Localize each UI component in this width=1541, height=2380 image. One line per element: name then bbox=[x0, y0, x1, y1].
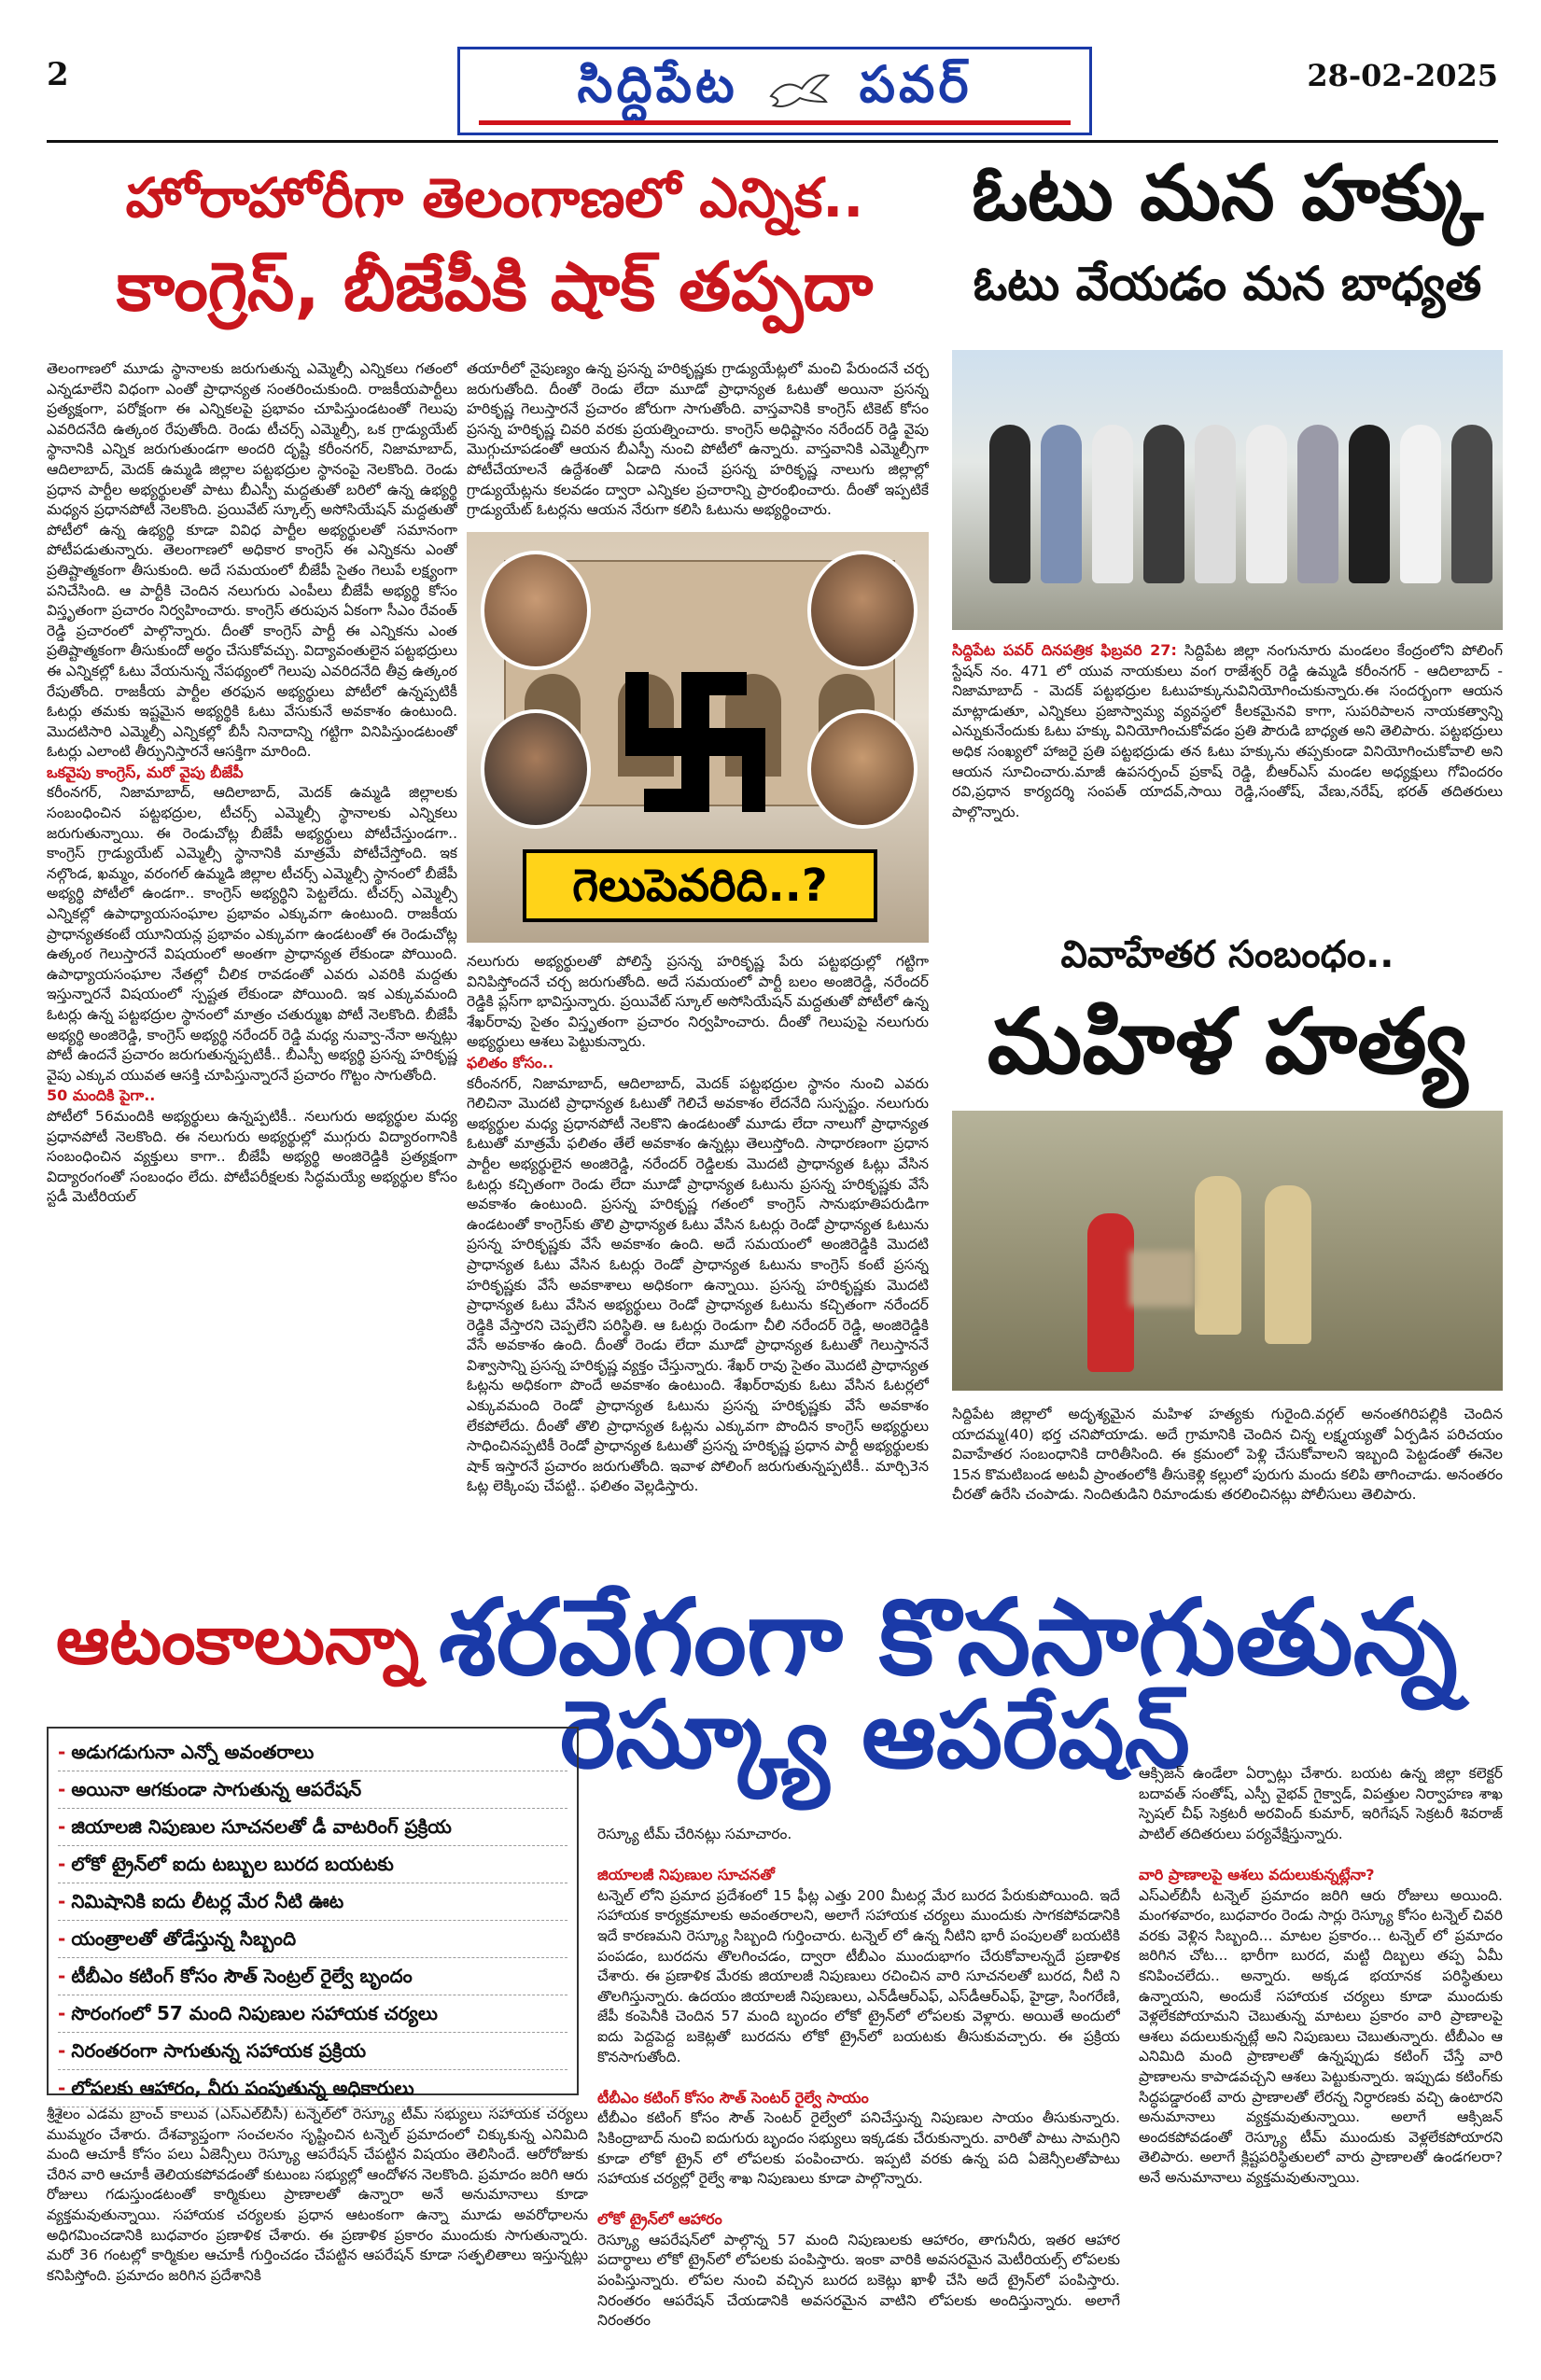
highlight-item: - లోకో ట్రైన్‌లో ఐదు టబ్బుల బురద బయటకు bbox=[58, 1846, 567, 1883]
rescue-paragraph-2: టీబీఎం కటింగ్ కోసం సౌత్ సెంటర్ రైల్వేలో పనిచేస్తున్న నిపుణుల సాయం తీసుకున్నారు. సికింద్రాబాద్ నుంచి ఐదుగురు బృందం సభ్యులు ఇక్కడకు చేరుకున్నారు. వారితో పాటు సామగ్రిని కూడా లోకో ట్రైన్ లో లోపలకు పంపించారు. ఇప్పటి వరకు ఉన్న పది ఏజెన్సీలతోపాటు సహాయక చర్యల్లో రైల్వే శాఖ నిపుణులు కూడా పాల్గొన్నారు. bbox=[597, 2109, 1120, 2188]
rescue-article-column-1: శ్రీశైలం ఎడమ బ్రాంచ్ కాలువ (ఎస్ఎల్‌బీసీ) టన్నెల్‌లో రెస్క్యూ టీమ్ సభ్యులు సహాయక చర్యలు ముమ్మరం చేశారు. దేశవ్యాప్తంగా సంచలనం సృష్టించిన టన్నెల్ ప్రమాదంలో చిక్కుకున్న ఎనిమిది మంది ఆచూకీ కోసం పలు ఏజెన్సీలు రెస్క్యూ ఆపరేషన్ చేపట్టిన విషయం తెలిసిందే. ఆరోరోజుకు చేరిన వారి ఆచూకీ తెలియకపోవడంతో కుటుంబ సభ్యుల్లో ఆందోళన నెలకొంది. ప్రమాదం జరిగి ఆరు రోజులు గడుస్తుండటంతో కార్మికులు ప్రాణాలతో ఉన్నారా అనే అనుమానాలు కూడా వ్యక్తమవుతున్నాయి. సహాయక చర్యలకు ప్రధాన ఆటంకంగా ఉన్నా మూడు అవరోధాలను అధిగమించడానికి బుధవారం ప్రణాళిక చేశారు. ఈ ప్రణాళిక ప్రకారం ముందుకు సాగుతున్నారు. మరో 36 గంటల్లో కార్మికుల ఆచూకీ గుర్తించడం చేపట్టిన ఆపరేషన్ కూడా సత్ఫలితాలు ఇస్తున్నట్లు కనిపిస్తోంది. ప్రమాదం జరిగిన ప్రదేశానికి bbox=[47, 2106, 588, 2284]
rescue-subhead-4: వారి ప్రాణాలపై ఆశలు వదులుకున్నట్లేనా? bbox=[1139, 1865, 1375, 1883]
rescue-paragraph-4: ఆక్సిజన్ ఉండేలా ఏర్పాట్లు చేశారు. బయట ఉన్న జిల్లా కలెక్టర్ బదావత్ సంతోష్, ఎస్పీ వైభవ్ గైక్వాడ్, విపత్తుల నిర్వాహణ శాఖ స్పెషల్ చీఫ్ సెక్రటరీ అరవింద్ కుమార్, ఇరిగేషన్ సెక్రటరీ శివరాజ్ పాటిల్ తదితరులు పర్యవేక్షిస్తున్నారు. bbox=[1139, 1765, 1503, 1842]
highlight-item: - నిమిషానికి ఐదు లీటర్ల మేర నీటి ఊట bbox=[58, 1883, 567, 1921]
election-subhead-2: 50 మందికి పైగా.. bbox=[47, 1086, 156, 1105]
highlight-item: - నిరంతరంగా సాగుతున్న సహాయక ప్రక్రియ bbox=[58, 2033, 567, 2070]
election-subhead-3: ఫలితం కోసం.. bbox=[467, 1053, 554, 1071]
who-wins-banner: గెలుపెవరిది..? bbox=[523, 849, 877, 922]
masthead-title-right: పవర్ bbox=[859, 55, 973, 114]
election-paragraph-2: కరీంనగర్, నిజామాబాద్, ఆదిలాబాద్, మెదక్ ఉమ్మడి జిల్లాలకు సంబంధించిన పట్టభద్రుల, టీచర్స్ ఎమ్మెల్సీ స్థానాలకు ఎన్నికలు జరుగుతున్నాయి. ఈ రెండుచోట్ల బీజేపీ అభ్యర్థులు పోటీచేస్తుండగా.. కాంగ్రెస్ గ్రాడ్యుయేట్ ఎమ్మెల్సీ స్థానానికి మాత్రమే పోటీచేస్తోంది. ఇక నల్గొండ, ఖమ్మం, వరంగల్ ఉమ్మడి జిల్లాల టీచర్స్ ఎమ్మెల్సీ స్థానంలో బీజేపీ అభ్యర్థి పోటీలో ఉండగా.. కాంగ్రెస్ అభ్యర్థిని పెట్టలేదు. టీచర్స్ ఎమ్మెల్సీ ఎన్నికల్లో ఉపాధ్యాయసంఘాల ప్రభావం ఎక్కువగా ఉంటుంది. రాజకీయ ప్రాధాన్యతకంటే యూనియన్ల ప్రభావం ఎక్కువగా ఉండటంతో ఈ రెండుచోట్ల ఉత్కంఠ గెలుస్తారనే విషయంలో అంతగా ప్రాధాన్యత లేకుండా పోయింది. ఉపాధ్యాయసంఘాల నేతల్లో చీలిక రావడంతో ఎవరు ఎవరికి మద్దతు ఇస్తున్నారనే విషయంలో స్పష్టత లేకుండా పోయింది. ఇక ఎక్కువమంది ఓటర్లు ఉన్న పట్టభద్రుల స్థానంలో మాత్రం చతుర్ముఖ పోటీ నెలకొంది. బీజేపీ అభ్యర్థి అంజిరెడ్డి, కాంగ్రెస్ అభ్యర్థి నరేందర్ రెడ్డి మధ్య నువ్వా-నేనా అన్నట్లు పోటీ ఉందనే ప్రచారం జరుగుతున్నప్పటికీ.. బీఎస్పీ అభ్యర్థి ప్రసన్న హరికృష్ణ వైపు ఎక్కువ యువత ఆసక్తి చూపిస్తున్నారనే ప్రచారం గొట్టం సాగుతోంది. bbox=[47, 784, 457, 1084]
rescue-paragraph-3: రెస్క్యూ ఆపరేషన్‌లో పాల్గొన్న 57 మంది నిపుణులకు ఆహారం, తాగునీరు, ఇతర ఆహార పదార్థాలు లోకో ట్రైన్‌లో లోపలకు పంపిస్తారు. ఇంకా వారికి అవసరమైన మెటీరియల్స్ లోపలకు పంపిస్తున్నారు. లోపల నుంచి వచ్చిన బురద బకెట్లు ఖాళీ చేసి అదే ట్రైన్‌లో పంపిస్తారు. నిరంతరం ఆపరేషన్ చేయడానికి అవసరమైన వాటిని లోపలకు అందిస్తున్నారు. అలాగే నిరంతరం bbox=[597, 2231, 1120, 2330]
masthead-underline bbox=[479, 120, 1071, 125]
page-header bbox=[47, 47, 1498, 143]
rescue-headline-kicker: ఆటంకాలున్నా bbox=[56, 1601, 420, 1679]
highlight-item: - సొరంగంలో 57 మంది నిపుణుల సహాయక చర్యలు bbox=[58, 1995, 567, 2033]
rescue-subhead-2: టీబీఎం కటింగ్ కోసం సౌత్ సెంటర్ రైల్వే సాయం bbox=[597, 2088, 869, 2107]
highlight-item: - లోపలకు ఆహారం, నీరు పంపుతున్న అధికారులు bbox=[58, 2070, 567, 2107]
highlight-item: - జియాలజి నిపుణుల సూచనలతో డీ వాటరింగ్ ప్రక్రియ bbox=[58, 1809, 567, 1846]
election-headline-line1: హోరాహోరీగా తెలంగాణలో ఎన్నిక.. bbox=[125, 166, 864, 230]
candidate-photo-3 bbox=[481, 709, 591, 829]
vote-article-dateline: సిద్దిపేట పవర్ దినపత్రిక ఫిబ్రవరి 27: bbox=[952, 641, 1177, 659]
masthead-title-left: సిద్దిపేట bbox=[577, 55, 738, 114]
rescue-highlights-box bbox=[47, 1727, 579, 2099]
murder-article-text: సిద్దిపేట జిల్లాలో అదృశ్యమైన మహిళ హత్యకు గురైంది.వర్గల్ అనంతగిరిపల్లికి చెందిన యాదమ్మ(40) భర్త చనిపోయాడు. అదే గ్రామానికి చెందిన చిన్న లక్ష్మయ్యతో ఏర్పడిన పరిచయం వివాహేతర సంబంధానికి దారితీసింది. ఈ క్రమంలో పెళ్లి చేసుకోవాలని ఇబ్బంది పెట్టడంతో ఈనెల 15న కొమటిబండ అటవీ ప్రాంతంలోకి తీసుకెళ్లి కల్లులో పురుగు మందు కలిపి తాగించాడు. అనంతరం చీరతో ఉరేసి చంపాడు. నిందితుడిని రిమాండుకు తరలించినట్లు పోలీసులు తెలిపారు. bbox=[952, 1406, 1503, 1504]
murder-headline: మహిళ హత్య bbox=[987, 989, 1468, 1094]
highlight-item: - అయినా ఆగకుండా సాగుతున్న ఆపరేషన్ bbox=[58, 1771, 567, 1809]
rescue-article-column-2 bbox=[597, 1825, 1120, 2338]
candidate-photo-4 bbox=[807, 709, 918, 829]
election-article-column-1 bbox=[47, 359, 457, 1545]
rescue-headline-line1: శరవేగంగా కొనసాగుతున్న bbox=[439, 1577, 1458, 1699]
election-subhead-1: ఒకవైపు కాంగ్రెస్, మరో వైపు బీజేపీ bbox=[47, 763, 244, 781]
highlight-item: - అడుగడుగునా ఎన్నో అవంతరాలు bbox=[58, 1734, 567, 1771]
page-number: 2 bbox=[47, 56, 69, 93]
vote-headline-line1: ఓటు మన హక్కు bbox=[972, 149, 1483, 238]
voters-group-photo bbox=[952, 350, 1503, 630]
highlight-item: - టీబీఎం కటింగ్ కోసం సౌత్ సెంట్రల్ రైల్వే బృందం bbox=[58, 1958, 567, 1995]
crime-scene-photo bbox=[952, 1111, 1503, 1391]
vote-article-text bbox=[952, 640, 1503, 911]
rescue-article-column-3 bbox=[1139, 1764, 1503, 2338]
vote-headline-line2: ఓటు వేయడం మన బాధ్యత bbox=[973, 257, 1482, 311]
rescue-subhead-3: లోకో ట్రైన్‌లో ఆహారం bbox=[597, 2210, 722, 2229]
rescue-headline-line2: రెస్క్యూ ఆపరేషన్ bbox=[560, 1680, 1190, 1789]
election-paragraph-3: పోటీలో 56మందికి అభ్యర్థులు ఉన్నప్పటికీ.. నలుగురు అభ్యర్థుల మధ్య ప్రధానపోటీ నెలకొంది. ఈ నలుగురు అభ్యర్థుల్లో ముగ్గురు విద్యారంగానికి సంబంధించిన వ్యక్తులు కాగా.. బీజేపీ అభ్యర్థి అంజిరెడ్డికి ప్రత్యక్షంగా విద్యారంగంతో సంబంధం లేదు. పోటీపరీక్షలకు సిద్ధమయ్యే అభ్యర్థుల కోసం స్టడీ మెటీరియల్ bbox=[47, 1107, 457, 1206]
highlight-item: - యంత్రాలతో తోడేస్తున్న సిబ్బంది bbox=[58, 1921, 567, 1958]
election-paragraph-4: తయారీలో నైపుణ్యం ఉన్న ప్రసన్న హరికృష్ణకు గ్రాడ్యుయేట్లలో మంచి పేరుందనే చర్చ జరుగుతోంది. దీంతో రెండు లేదా మూడో ప్రాధాన్యత ఓటుతో అయినా ప్రసన్న హరికృష్ణ గెలుస్తారనే ప్రచారం జోరుగా సాగుతోంది. వాస్తవానికి కాంగ్రెస్ టికెట్ కోసం ప్రసన్న హరికృష్ణ చివరి వరకు ప్రయత్నించారు. కాంగ్రెస్ అధిష్టానం నరేందర్ రెడ్డి వైపు మొగ్గుచూపడంతో ఆయన బీఎస్పీ నుంచి పోటీలో ఉన్నారు. వాస్తవానికి ఎమ్మెల్సీగా పోటీచేయాలనే ఉద్దేశంతో ఏడాది నుంచే ప్రసన్న హరికృష్ణ నాలుగు జిల్లాల్లో గ్రాడ్యుయేట్లను కలవడం ద్వారా ఎన్నికల ప్రచారాన్ని ప్రారంభించారు. దీంతో ఇప్పటికే గ్రాడ్యుయేట్ ఓటర్లను ఆయన నేరుగా కలిసి ఓటును అభ్యర్థించారు. bbox=[467, 360, 929, 519]
election-article-column-2-bottom bbox=[467, 952, 929, 1549]
masthead-logo bbox=[457, 47, 1092, 135]
election-illustration bbox=[467, 532, 929, 943]
dove-icon bbox=[766, 68, 832, 115]
election-paragraph-6: కరీంనగర్, నిజామాబాద్, ఆదిలాబాద్, మెదక్ పట్టభద్రుల స్థానం నుంచి ఎవరు గెలిచినా మొదటి ప్రాధాన్యత ఓటుతో గెలిచే అవకాశం లేదనేది సుస్పష్టం. నలుగురు అభ్యర్థుల మధ్య ప్రధానపోటీ నెలకొని ఉండటంతో మూడు లేదా నాలుగో ప్రాధాన్యత ఓటుతో మాత్రమే ఫలితం తేలే అవకాశం ఉన్నట్లు తెలుస్తోంది. సాధారణంగా ప్రధాన పార్టీల అభ్యర్థులైన అంజిరెడ్డి, నరేందర్ రెడ్డిలకు మొదటి ప్రాధాన్యత ఓట్లు వేసిన ఓటర్లు కచ్చితంగా రెండు లేదా మూడో ప్రాధాన్యత ఓటును ప్రసన్న హరికృష్ణకు వేసే అవకాశం ఉంటుంది. ప్రసన్న హరికృష్ణ గతంలో కాంగ్రెస్ సానుభూతిపరుడిగా ఉండటంతో కాంగ్రెస్‌కు తొలి ప్రాధాన్యత ఓటు వేసిన ఓటర్లు రెండో ప్రాధాన్యత ఓటును ప్రసన్న హరికృష్ణకు వేసే అవకాశం ఉంది. అదే సమయంలో అంజిరెడ్డికి మొదటి ప్రాధాన్యత ఓటు వేసిన ఓటర్లు రెండో ప్రాధాన్యత ఓటును కాంగ్రెస్ కంటే ప్రసన్న హరికృష్ణకు వేసే అవకాశాలు అధికంగా ఉన్నాయి. ప్రసన్న హరికృష్ణకు మొదటి ప్రాధాన్యత ఓటు వేసిన అభ్యర్థులు రెండో ప్రాధాన్యత ఓటును కచ్చితంగా నరేందర్ రెడ్డికి వేస్తారని చెప్పలేని పరిస్థితి. ఆ ఓటర్లు రెండుగా చీలి నరేందర్ రెడ్డి, అంజిరెడ్డికి వేసే అవకాశం ఉంది. దీంతో రెండు లేదా మూడో ప్రాధాన్యత ఓటుతో గెలుస్తాననే విశ్వాసాన్ని ప్రసన్న హరికృష్ణ వ్యక్తం చేస్తున్నారు. శేఖర్ రావు సైతం మొదటి ప్రాధాన్యత ఓట్లను అధికంగా పొందే అవకాశం ఉంటుంది. శేఖర్‌రావుకు ఓటు వేసిన ఓటర్లలో ఎక్కువమంది రెండో ప్రాధాన్యత ఓటును ప్రసన్న హరికృష్ణకు వేసే అవకాశం లేకపోలేదు. దీంతో తొలి ప్రాధాన్యత ఓట్లను ఎక్కువగా పొందిన కాంగ్రెస్ అభ్యర్థులు సాధించినప్పటికీ రెండో ప్రాధాన్యత ఓటుతో ప్రసన్న హరికృష్ణ ప్రధాన పార్టీ అభ్యర్థులకు షాక్ ఇస్తారనే ప్రచారం జరుగుతోంది. ఇవాళ పోలింగ్ జరుగుతున్నప్పటికీ.. మార్చి3న ఓట్ల లెక్కింపు చేపట్టి.. ఫలితం వెల్లడిస్తారు. bbox=[467, 1074, 929, 1495]
murder-headline-kicker: వివాహేతర సంబంధం.. bbox=[1060, 933, 1394, 976]
vote-article-body: సిద్దిపేట జిల్లా నంగునూరు మండలం కేంద్రంలోని పోలింగ్ స్టేషన్ నం. 471 లో యువ నాయకులు వంగ రాజేశ్వర్ రెడ్డి ఉమ్మడి కరీంనగర్ - ఆదిలాబాద్ - నిజామాబాద్ - మెదక్ పట్టభద్రుల ఓటుహక్కునువినియోగించుకున్నారు.ఈ సందర్బంగా ఆయన మాట్లాడుతూ, ఎన్నికలు ప్రజాస్వామ్య వ్యవస్థలో కీలకమైనవి కాగా, సుపరిపాలన నాయకత్వాన్ని ఎన్నుకునేందుకు ఓటు హక్కు వినియోగించుకోవడం ప్రతి పౌరుడి బాధ్యత అని తెలిపారు. పట్టభద్రులు అధిక సంఖ్యలో హాజరై ప్రతి పట్టభద్రుడు తన ఓటు హక్కును తప్పకుండా వినియోగించుకోవాలి అని ఆయన సూచించారు.మాజీ ఉపసర్పంచ్ ప్రకాష్ రెడ్డి, బీఆర్ఎస్ మండల అధ్యక్షులు గోవిందరం రవి,ప్రధాన కార్యదర్శి సంపత్ యాదవ్,సాయి రెడ్డి,సంతోష్, వేణు,నరేష్, భరత్ తదితరులు పాల్గొన్నారు. bbox=[952, 642, 1503, 820]
election-paragraph-1: తెలంగాణలో మూడు స్థానాలకు జరుగుతున్న ఎమ్మెల్సీ ఎన్నికలు గతంలో ఎన్నడూలేని విధంగా ఎంతో ప్రాధాన్యత సంతరించుకుంది. రాజకీయపార్టీలు ప్రత్యక్షంగా, పరోక్షంగా ఈ ఎన్నికలపై ప్రభావం చూపిస్తుండటంతో గెలుపు ఎవరిదనేది ఉత్కంఠ రేపుతోంది. రెండు టీచర్స్ ఎమ్మెల్సీ, ఒక గ్రాడ్యుయేట్ స్థానానికి ఎన్నిక జరుగుతుండగా అందరి దృష్టి కరీంనగర్, నిజామాబాద్, ఆదిలాబాద్, మెదక్ ఉమ్మడి జిల్లాల పట్టభద్రుల స్థానంపై నెలకొంది. రెండు ప్రధాన పార్టీల అభ్యర్థులతో పాటు బీఎస్పీ మద్దతుతో బరిలో ఉన్న ఉభ్యర్థి మధ్యన ప్రధానపోటీ నెలకొంది. ప్రయివేట్ స్కూల్స్ అసోసియేషన్ మద్దతుతో పోటీలో ఉన్న ఉభ్యర్థి కూడా వివిధ పార్టీల అభ్యర్థులతో సమానంగా పోటీపడుతున్నారు. తెలంగాణలో అధికార కాంగ్రెస్ ఈ ఎన్నికను ఎంతో ప్రతిష్టాత్మకంగా తీసుకుంది. అదే సమయంలో బీజేపీ సైతం గెలుపే లక్ష్యంగా పనిచేసింది. ఆ పార్టీకి చెందిన నలుగురు ఎంపీలు బీజేపీ అభ్యర్థి కోసం విస్తృతంగా ప్రచారం నిర్వహించారు. కాంగ్రెస్ తరుపున ఏకంగా సీఎం రేవంత్ రెడ్డి ప్రచారంలో పాల్గొన్నారు. దీంతో కాంగ్రెస్ పార్టీ ఈ ఎన్నికను ఎంత ప్రతిష్టాత్మకంగా తీసుకుందో అర్థం చేసుకోవచ్చు. విద్యావంతులైన పట్టభద్రులు ఈ ఎన్నికల్లో ఓటు వేయనున్న నేపథ్యంలో గెలుపు ఎవరిదనేది తీవ్ర ఉత్కంఠ రేపుతోంది. రాజకీయ పార్టీల తరఫున అభ్యర్థులు పోటీలో ఉన్నప్పటికీ ఓటర్లు తమకు ఇష్టమైన అభ్యర్థికి ఓటు వేసుకునే అవకాశం ఉంటుంది. మొదటిసారి ఎమ్మెల్సీ ఎన్నికల్లో బీసీ నినాదాన్ని గట్టిగా వినిపిస్తుండటంతో ఓటర్లు ఎలాంటి తీర్పునిస్తారనే ఆసక్తిగా మారింది. bbox=[47, 360, 457, 761]
vote-swastik-stamp-icon bbox=[588, 635, 803, 849]
election-paragraph-5: నలుగురు అభ్యర్థులతో పోలిస్తే ప్రసన్న హరికృష్ణ పేరు పట్టభద్రుల్లో గట్టిగా వినిపిస్తోందనే చర్చ జరుగుతోంది. అదే సమయంలో పార్టీ బలం అంజిరెడ్డి, నరేందర్ రెడ్డికి ప్లస్‌గా భావిస్తున్నారు. ప్రయివేట్ స్కూల్ అసోసియేషన్ మద్దతుతో పోటీలో ఉన్న శేఖర్‌రావు సైతం విస్తృతంగా ప్రచారం నిర్వహించారు. దీంతో గెలుపుపై నలుగురు అభ్యర్థులు ఆశలు పెట్టుకున్నారు. bbox=[467, 953, 929, 1051]
issue-date: 28-02-2025 bbox=[1307, 58, 1498, 93]
candidate-photo-2 bbox=[807, 551, 918, 670]
rescue-subhead-1: జియాలజీ నిపుణుల సూచనతో bbox=[597, 1866, 775, 1884]
candidate-photo-1 bbox=[481, 551, 591, 670]
rescue-paragraph-5: ఎస్ఎల్‌బీసీ టన్నెల్ ప్రమాదం జరిగి ఆరు రోజులు అయింది. మంగళవారం, బుధవారం రెండు సార్లు రెస్క్యూ కోసం టన్నెల్ చివరి వరకు వెళ్లిన సిబ్బంది... మాటల ప్రకారం... టన్నెల్ లో ప్రమాదం జరిగిన చోట... భారీగా బురద, మట్టి దిబ్బలు తప్ప ఏమీ కనిపించలేదు.. అన్నారు. అక్కడ భయానక పరిస్థితులు ఉన్నాయని, అందుకే సహాయక చర్యలు కూడా ముందుకు వెళ్లలేకపోయామని చెబుతున్న మాటలు ప్రకారం వారి ప్రాణాలపై ఆశలు వదులుకున్నట్లే అని నిపుణులు చెబుతున్నారు. టీబీఎం ఆ ఎనిమిది మంది ప్రాణాలతో ఉన్నప్పుడు కటింగ్ చేస్తే వారి ప్రాణాలను కాపాడవచ్చని ఆశలు పెట్టుకున్నారు. ఇప్పుడు కటింగ్‌కు సిద్ధపడ్డారంటే వారు ప్రాణాలతో లేరన్న నిర్ధారణకు వచ్చి ఉంటారని అనుమానాలు వ్యక్తమవుతున్నాయి. అలాగే ఆక్సిజన్ అందకపోవడంతో రెస్క్యూ టీమ్ ముందుకు వెళ్లలేకపోయారని తెలిపారు. అలాగే క్లిష్టపరిస్థితులలో వారు ప్రాణాలతో ఉండగలరా? అనే అనుమానాలు వ్యక్తమవుతున్నాయి. bbox=[1139, 1886, 1503, 2186]
rescue-paragraph-lead: రెస్క్యూ టీమ్ చేరినట్లు సమాచారం. bbox=[597, 1826, 792, 1842]
rescue-paragraph-1: టన్నెల్ లోని ప్రమాద ప్రదేశంలో 15 ఫీట్ల ఎత్తు 200 మీటర్ల మేర బురద పేరుకుపోయింది. ఇదే సహాయక కార్యక్రమాలకు అవంతరాలని, అలాగే సహాయక చర్యలు ముందుకు సాగకపోవడానికి ఇదే కారణమని రెస్క్యూ సిబ్బంది గుర్తించారు. టన్నెల్ లో ఉన్న నీటిని భారీ పంపులతో బయటికి పంపడం, బురదను తొలగించడం, ద్వారా టీబీఎం ముందుభాగం చేరుకోవాలన్నదే ప్రణాళిక చేశారు. ఈ ప్రణాళిక మేరకు జియాలజీ నిపుణులు రచించిన వారి సూచనలతో బురద, నీటి ని తొలగిస్తున్నారు. ఉదయం జియాలజీ నిపుణులు, ఎన్‌డీఆర్ఎఫ్, ఎస్‌డీఆర్ఎఫ్, హైడ్రా, సింగరేణి, జేపీ కంపెనీకి చెందిన 57 మంది బృందం లోకో ట్రైన్‌లో లోపలకు వెళ్లారు. అయితే అందులో ఐదు పెద్దపెద్ద బకెట్లతో బురదను లోకో ట్రైన్‌లో బయటకు తీసుకువచ్చారు. ఈ ప్రక్రియ కొనసాగుతోంది. bbox=[597, 1886, 1120, 2065]
election-headline-line2: కాంగ్రెస్, బీజేపీకి షాక్ తప్పదా bbox=[116, 247, 874, 326]
